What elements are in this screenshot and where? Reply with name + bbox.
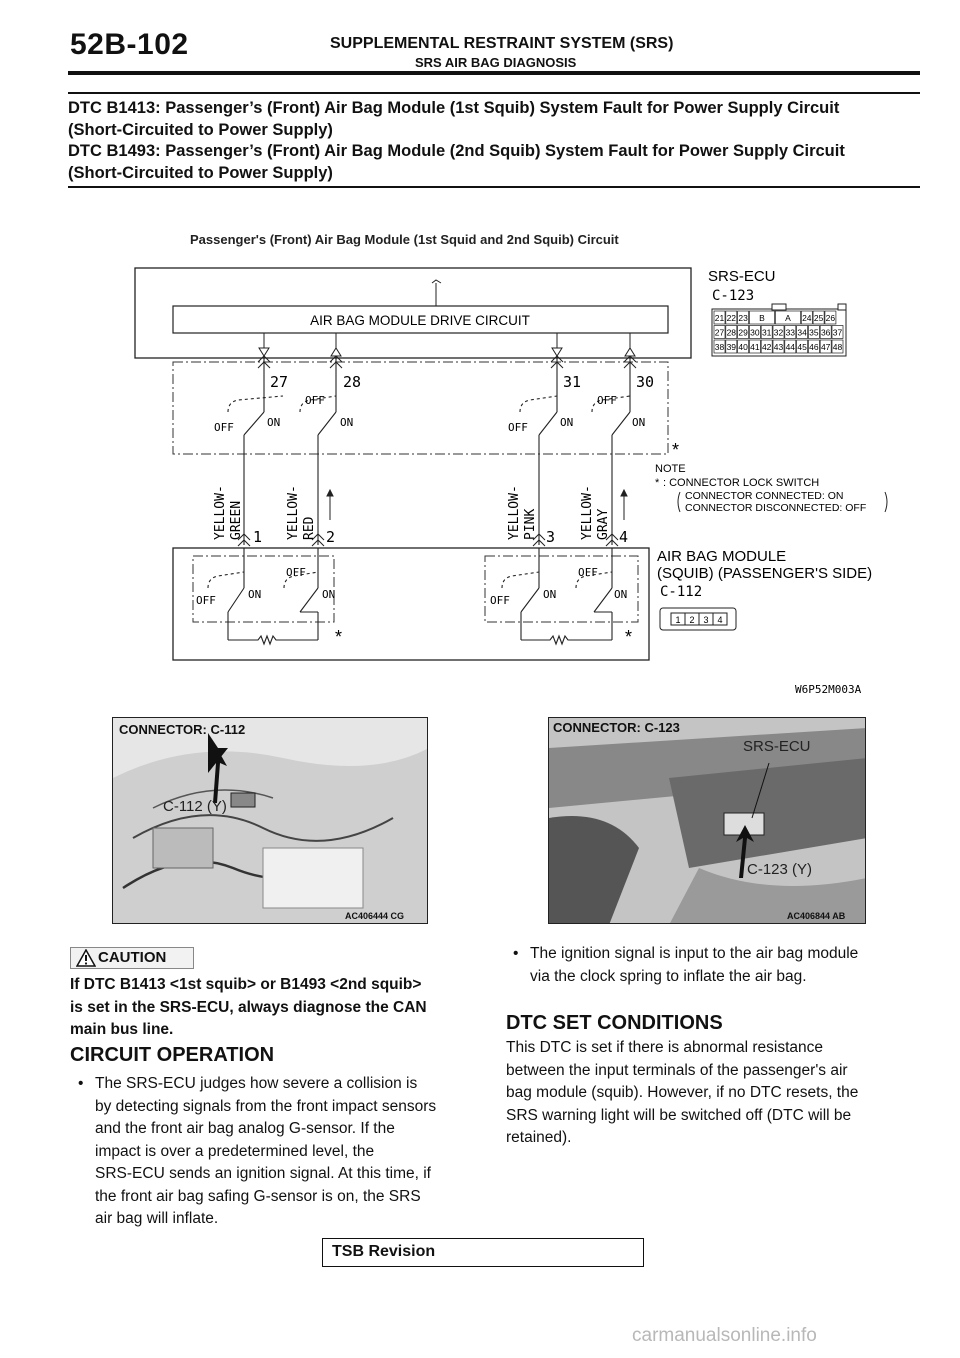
warning-triangle-icon xyxy=(76,949,96,967)
switch-on-label: ON xyxy=(560,416,574,429)
circuit-operation-heading: CIRCUIT OPERATION xyxy=(70,1044,275,1066)
dtc-title-line: (Short-Circuited to Power Supply) xyxy=(68,120,333,139)
ecu-pin-label: 29 xyxy=(738,327,748,338)
switch-off-label: OFF xyxy=(597,394,617,407)
photo-left-callout: C-112 (Y) xyxy=(163,798,227,815)
ecu-pin-label: 37 xyxy=(832,327,843,338)
bullet-line: and the front air bag analog G-sensor. If the xyxy=(95,1120,395,1137)
connector-c123-photo xyxy=(548,717,866,924)
switch-off-label: OFF xyxy=(286,566,306,579)
wire-color-2: YELLOW- xyxy=(286,485,301,540)
circuit-operation-bullet-1 xyxy=(70,1073,482,1231)
ecu-pin-label: 27 xyxy=(714,327,725,338)
module-terminal-2: 2 xyxy=(326,528,336,546)
bullet-line: SRS-ECU sends an ignition signal. At this time, if xyxy=(95,1165,431,1182)
ecu-pin-label: 48 xyxy=(832,342,843,352)
switch-on-label: ON xyxy=(267,416,281,429)
ecu-pin-label: 33 xyxy=(785,327,796,338)
ecu-pin-label: 47 xyxy=(820,342,831,352)
watermark: carmanualsonline.info xyxy=(632,1325,817,1346)
switch-off-label: OFF xyxy=(578,566,598,579)
note-heading: NOTE xyxy=(655,463,686,475)
bullet-line: by detecting signals from the front impact sensors xyxy=(95,1097,437,1115)
wire-color-4: YELLOW- xyxy=(580,485,595,540)
ecu-pin-label: 32 xyxy=(773,327,784,338)
body-line: retained). xyxy=(506,1129,572,1146)
switch-off-label: OFF xyxy=(196,594,216,607)
ecu-connector-face xyxy=(712,304,846,356)
module-terminal-3: 3 xyxy=(546,528,556,546)
ecu-pin-label: 21 xyxy=(714,313,725,323)
ecu-pin-label: A xyxy=(785,313,791,323)
ecu-pin-label: 30 xyxy=(750,327,760,338)
lock-switch-star: * xyxy=(672,440,680,460)
note-connected: CONNECTOR CONNECTED: ON xyxy=(685,490,844,502)
lock-switch-star: * xyxy=(335,627,343,647)
dtc-set-conditions-heading: DTC SET CONDITIONS xyxy=(506,1012,723,1034)
wire-color-3: PINK xyxy=(523,508,538,540)
body-line: This DTC is set if there is abnormal resistance xyxy=(506,1039,823,1056)
caution-line: is set in the SRS-ECU, always diagnose the CAN xyxy=(70,998,427,1016)
dtc-title-line: DTC B1413: Passenger’s (Front) Air Bag Module (1st Squib) System Fault for Power Supply Circuit xyxy=(68,99,840,117)
ecu-pin-label: 43 xyxy=(773,342,784,352)
module-pin: 2 xyxy=(689,615,695,625)
note-star: * xyxy=(655,477,660,489)
ecu-pin-label: 42 xyxy=(761,342,772,352)
ecu-pin-label: 35 xyxy=(809,327,819,338)
ecu-pin-label: 34 xyxy=(797,327,807,338)
terminal-27: 27 xyxy=(270,373,289,391)
wire-color-4: GRAY xyxy=(596,508,611,540)
ecu-pin-label: 44 xyxy=(785,342,796,352)
caution-label: CAUTION xyxy=(98,949,167,966)
module-pin: 1 xyxy=(675,615,681,625)
terminal-31: 31 xyxy=(563,373,582,391)
body-line: SRS warning light will be switched off (DTC will be xyxy=(506,1106,852,1124)
module-pin: 4 xyxy=(717,615,723,625)
lock-switch-star: * xyxy=(625,627,633,647)
note-disconnected: CONNECTOR DISCONNECTED: OFF xyxy=(685,502,867,514)
bullet-line: via the clock spring to inflate the air bag. xyxy=(530,967,807,985)
switch-off-label: OFF xyxy=(490,594,510,607)
diagram-caption: Passenger's (Front) Air Bag Module (1st Squid and 2nd Squib) Circuit xyxy=(190,232,619,247)
switch-off-label: OFF xyxy=(214,421,234,434)
terminal-28: 28 xyxy=(343,373,362,391)
wire-color-1: YELLOW- xyxy=(213,485,228,540)
ecu-pin-label: 23 xyxy=(738,313,748,323)
dtc-title-line: DTC B1493: Passenger’s (Front) Air Bag Module (2nd Squib) System Fault for Power Supply Circuit xyxy=(68,142,845,160)
section-title: SUPPLEMENTAL RESTRAINT SYSTEM (SRS) xyxy=(330,35,674,52)
diagram-figure-code: W6P52M003A xyxy=(795,683,862,696)
bullet-line: • The SRS-ECU judges how severe a collision is xyxy=(95,1075,418,1092)
srs-ecu-connector: C-123 xyxy=(712,288,755,304)
ecu-pin-label: 41 xyxy=(750,342,760,352)
terminal-30: 30 xyxy=(636,373,655,391)
tsb-revision-label: TSB Revision xyxy=(332,1243,436,1260)
bullet-line: air bag will inflate. xyxy=(95,1210,219,1227)
ecu-pin-label: 36 xyxy=(820,327,831,338)
wire-color-1: GREEN xyxy=(229,500,244,540)
photo-left-figure-code: AC406444 CG xyxy=(345,911,405,921)
subsection-title: SRS AIR BAG DIAGNOSIS xyxy=(415,55,577,70)
bullet-line: • The ignition signal is input to the air bag module xyxy=(530,945,859,962)
caution-line: If DTC B1413 <1st squib> or B1493 <2nd squib> xyxy=(70,976,422,993)
caution-body xyxy=(70,974,482,1042)
photo-right-callout-connector: C-123 (Y) xyxy=(747,861,813,878)
module-terminal-1: 1 xyxy=(253,528,263,546)
photo-left-label: CONNECTOR: C-112 xyxy=(119,722,246,737)
note-item: : CONNECTOR LOCK SWITCH xyxy=(663,477,820,489)
switch-on-label: ON xyxy=(322,588,336,601)
module-label-sub: (SQUIB) (PASSENGER'S SIDE) xyxy=(657,565,873,582)
switch-on-label: ON xyxy=(340,416,354,429)
ecu-pin-label: 31 xyxy=(761,327,772,338)
switch-on-label: ON xyxy=(632,416,646,429)
ecu-pin-label: 24 xyxy=(802,313,812,323)
drive-circuit-label: AIR BAG MODULE DRIVE CIRCUIT xyxy=(310,313,530,328)
wire-color-3: YELLOW- xyxy=(507,485,522,540)
ecu-pin-label: 40 xyxy=(738,342,748,352)
switch-off-label: OFF xyxy=(508,421,528,434)
body-line: bag module (squib). However, if no DTC resets, the xyxy=(506,1084,859,1101)
connector-c112-photo xyxy=(112,717,428,924)
switch-on-label: ON xyxy=(248,588,262,601)
module-label: AIR BAG MODULE xyxy=(657,548,787,565)
ecu-pin-label: B xyxy=(759,313,765,323)
switch-on-label: ON xyxy=(543,588,557,601)
ecu-pin-label: 25 xyxy=(813,313,824,323)
photo-right-callout-ecu: SRS-ECU xyxy=(743,738,811,755)
module-terminal-4: 4 xyxy=(619,528,629,546)
ecu-connector-outline xyxy=(173,362,668,454)
wire-color-2: RED xyxy=(302,516,317,540)
ecu-pin-label: 28 xyxy=(726,327,737,338)
ecu-pin-label: 22 xyxy=(726,313,737,323)
caution-line: main bus line. xyxy=(70,1021,174,1038)
ecu-pin-label: 39 xyxy=(726,342,737,352)
dtc-set-conditions-body xyxy=(506,1037,926,1150)
ecu-pin-label: 46 xyxy=(809,342,819,352)
switch-on-label: ON xyxy=(614,588,628,601)
ecu-pin-label: 38 xyxy=(714,342,725,352)
ecu-pin-label: 45 xyxy=(797,342,807,352)
photo-right-label: CONNECTOR: C-123 xyxy=(553,720,680,735)
module-pin: 3 xyxy=(703,615,709,625)
dtc-title-line: (Short-Circuited to Power Supply) xyxy=(68,163,333,182)
page-number: 52B-102 xyxy=(70,28,189,61)
bullet-line: the front air bag safing G-sensor is on, the SRS xyxy=(95,1187,421,1205)
photo-right-figure-code: AC406844 AB xyxy=(787,911,846,921)
srs-ecu-label: SRS-ECU xyxy=(708,268,776,285)
circuit-operation-bullet-2 xyxy=(505,943,925,988)
body-line: between the input terminals of the passenger's air xyxy=(506,1061,848,1079)
bullet-line: impact is over a predetermined level, the xyxy=(95,1142,375,1160)
ecu-pin-label: 26 xyxy=(825,313,836,323)
module-connector: C-112 xyxy=(660,584,703,600)
switch-off-label: OFF xyxy=(305,394,325,407)
module-connector-face xyxy=(660,608,736,630)
